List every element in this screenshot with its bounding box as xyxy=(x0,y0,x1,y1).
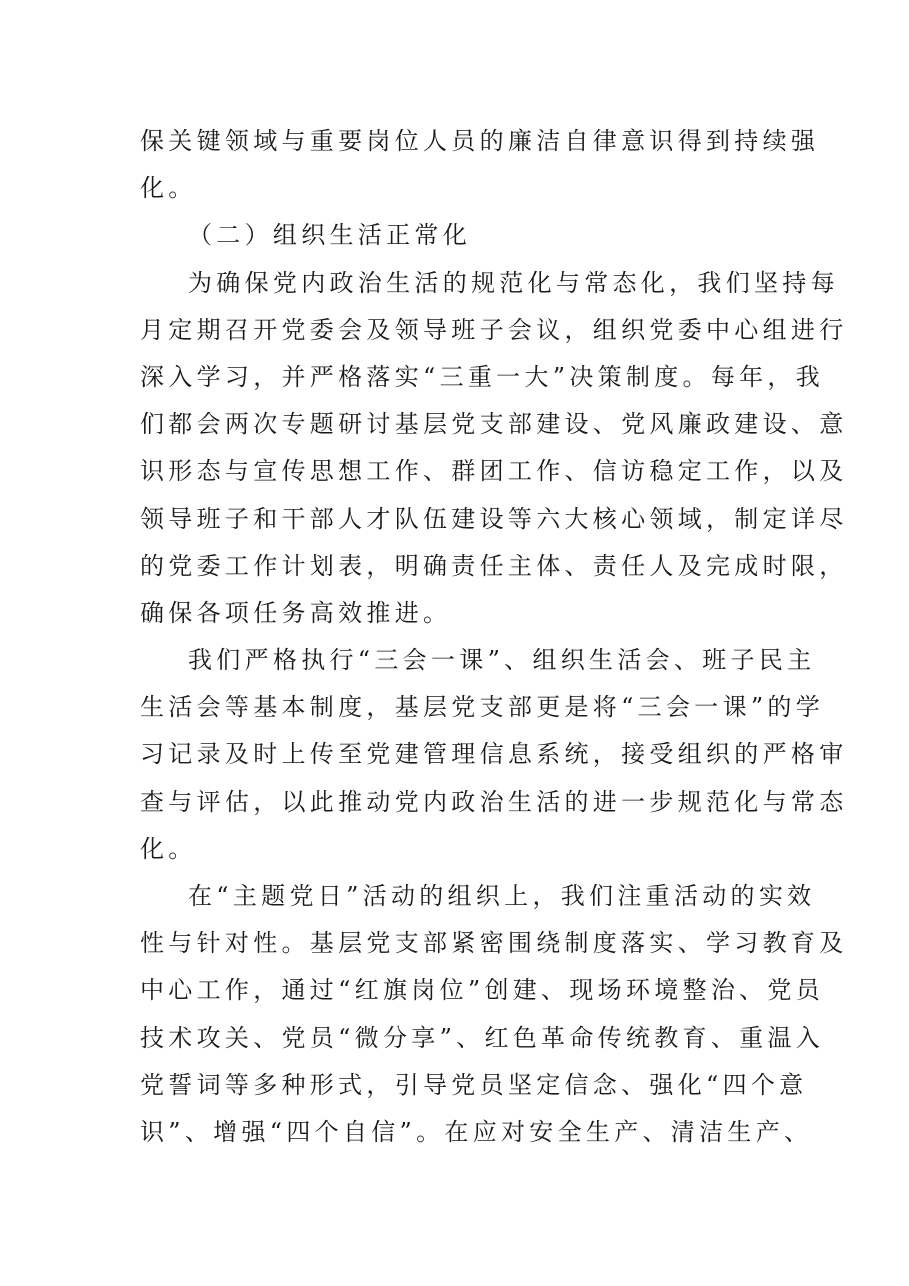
text-line: 党誓词等多种形式，引导党员坚定信念、强化“四个意 xyxy=(140,1070,808,1099)
paragraph-start-line: 为确保党内政治生活的规范化与常态化，我们坚持每 xyxy=(188,268,839,297)
text-line: 月定期召开党委会及领导班子会议，组织党委中心组进行 xyxy=(140,315,848,344)
text-line: 技术攻关、党员“微分享”、红色革命传统教育、重温入 xyxy=(140,1023,825,1052)
text-line: 确保各项任务高效推进。 xyxy=(140,598,452,627)
document-body xyxy=(140,118,848,1156)
text-line: 生活会等基本制度，基层党支部更是将“三会一课”的学 xyxy=(140,693,825,722)
text-line: 的党委工作计划表，明确责任主体、责任人及完成时限， xyxy=(140,551,848,580)
paragraph-start-line: 在“主题党日”活动的组织上，我们注重活动的实效 xyxy=(188,882,816,910)
text-line: 识形态与宣传思想工作、群团工作、信访稳定工作，以及 xyxy=(140,457,848,486)
text-line: 保关键领域与重要岗位人员的廉洁自律意识得到持续强 xyxy=(140,127,820,155)
text-line: 领导班子和干部人才队伍建设等六大核心领域，制定详尽 xyxy=(140,504,848,533)
text-line: 识”、增强“四个自信”。在应对安全生产、清洁生产、 xyxy=(140,1117,813,1146)
text-line: 中心工作，通过“红旗岗位”创建、现场环境整治、党员 xyxy=(140,976,825,1005)
section-heading: （二）组织生活正常化 xyxy=(188,221,471,250)
text-line: 们都会两次专题研讨基层党支部建设、党风廉政建设、意 xyxy=(140,410,848,439)
text-line: 深入学习，并严格落实“三重一大”决策制度。每年，我 xyxy=(140,362,825,391)
text-line: 查与评估，以此推动党内政治生活的进一步规范化与常态 xyxy=(140,787,848,816)
text-line: 化。 xyxy=(140,834,197,863)
text-line: 性与针对性。基层党支部紧密围绕制度落实、学习教育及 xyxy=(140,929,848,958)
text-line: 习记录及时上传至党建管理信息系统，接受组织的严格审 xyxy=(140,740,848,769)
text-line: 化。 xyxy=(140,174,197,203)
paragraph-start-line: 我们严格执行“三会一课”、组织生活会、班子民主 xyxy=(188,646,816,675)
